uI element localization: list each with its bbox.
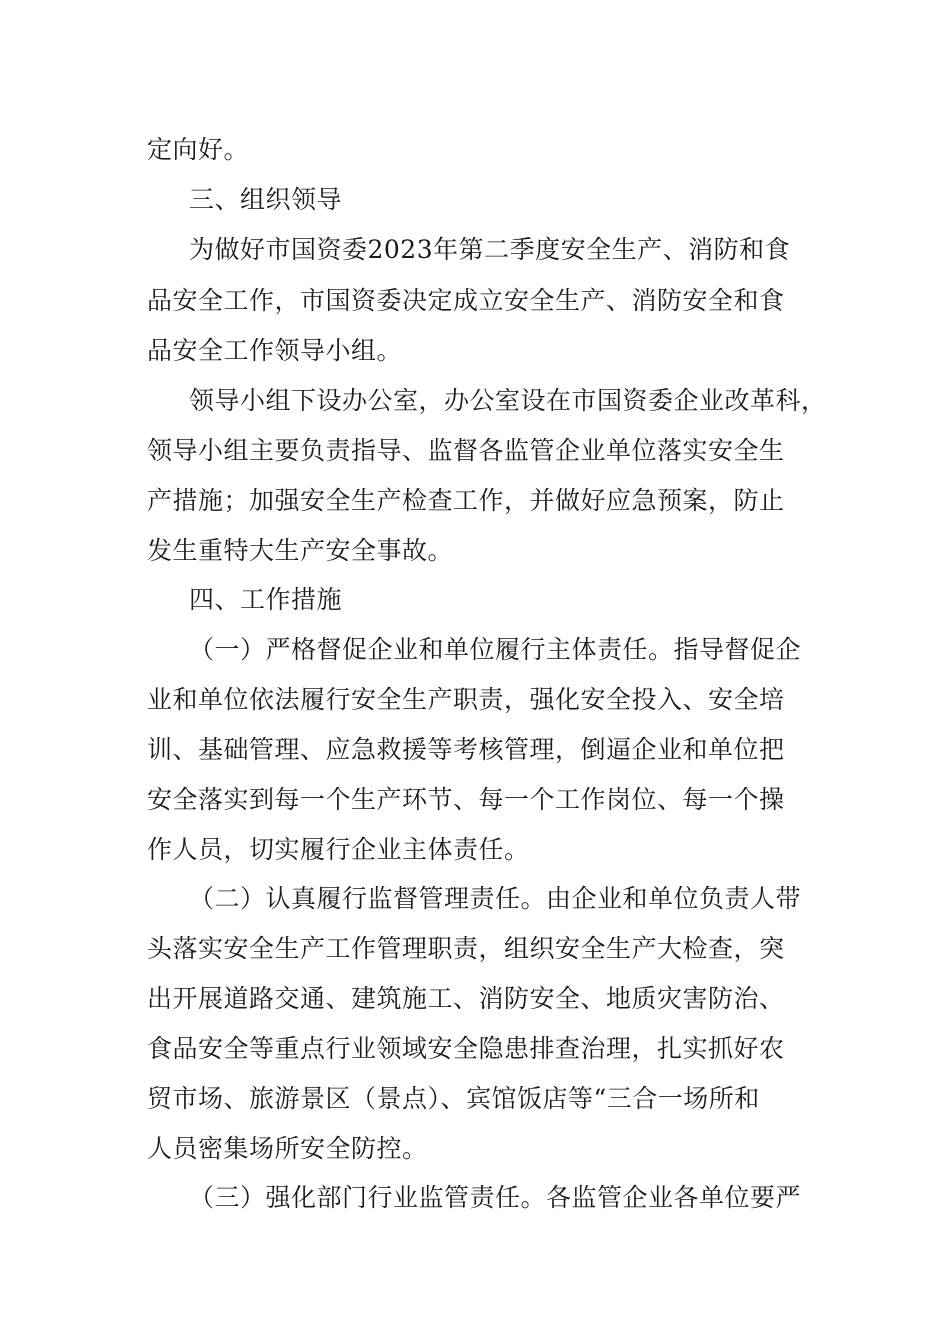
text-line: 领导小组下设办公室，办公室设在市国资委企业改革科，: [189, 386, 827, 415]
text-line: 品安全工作，市国资委决定成立安全生产、消防安全和食: [147, 286, 785, 315]
text-line: 品安全工作领导小组。: [147, 336, 403, 365]
text-line: 头落实安全生产工作管理职责，组织安全生产大检查，突: [147, 934, 785, 963]
text-line: 贸市场、旅游景区（景点）、宾馆饭店等“三合一场所和: [147, 1084, 760, 1113]
text-line: 训、基础管理、应急救援等考核管理，倒逼企业和单位把: [147, 735, 785, 764]
text-line: 业和单位依法履行安全生产职责，强化安全投入、安全培: [147, 685, 785, 714]
text-line: 领导小组主要负责指导、监督各监管企业单位落实安全生: [147, 436, 785, 465]
text-line: 作人员，切实履行企业主体责任。: [147, 835, 530, 864]
text-line: 发生重特大生产安全事故。: [147, 536, 454, 565]
text-line: 产措施；加强安全生产检查工作，并做好应急预案，防止: [147, 486, 785, 515]
text-line: （三）强化部门行业监管责任。各监管企业各单位要严: [189, 1183, 802, 1212]
text-line: 定向好。: [147, 135, 250, 164]
text-line: 安全落实到每一个生产环节、每一个工作岗位、每一个操: [147, 785, 785, 814]
text-line: （二）认真履行监督管理责任。由企业和单位负责人带: [189, 884, 802, 913]
text-line: 食品安全等重点行业领域安全隐患排查治理，扎实抓好农: [147, 1034, 785, 1063]
text-line: （一）严格督促企业和单位履行主体责任。指导督促企: [189, 635, 802, 664]
text-line: 为做好市国资委2023年第二季度安全生产、消防和食: [189, 235, 791, 264]
section-heading: 三、组织领导: [189, 185, 343, 214]
text-line: 出开展道路交通、建筑施工、消防安全、地质灾害防治、: [147, 984, 785, 1013]
text-line: 人员密集场所安全防控。: [147, 1134, 428, 1163]
section-heading: 四、工作措施: [189, 585, 343, 614]
